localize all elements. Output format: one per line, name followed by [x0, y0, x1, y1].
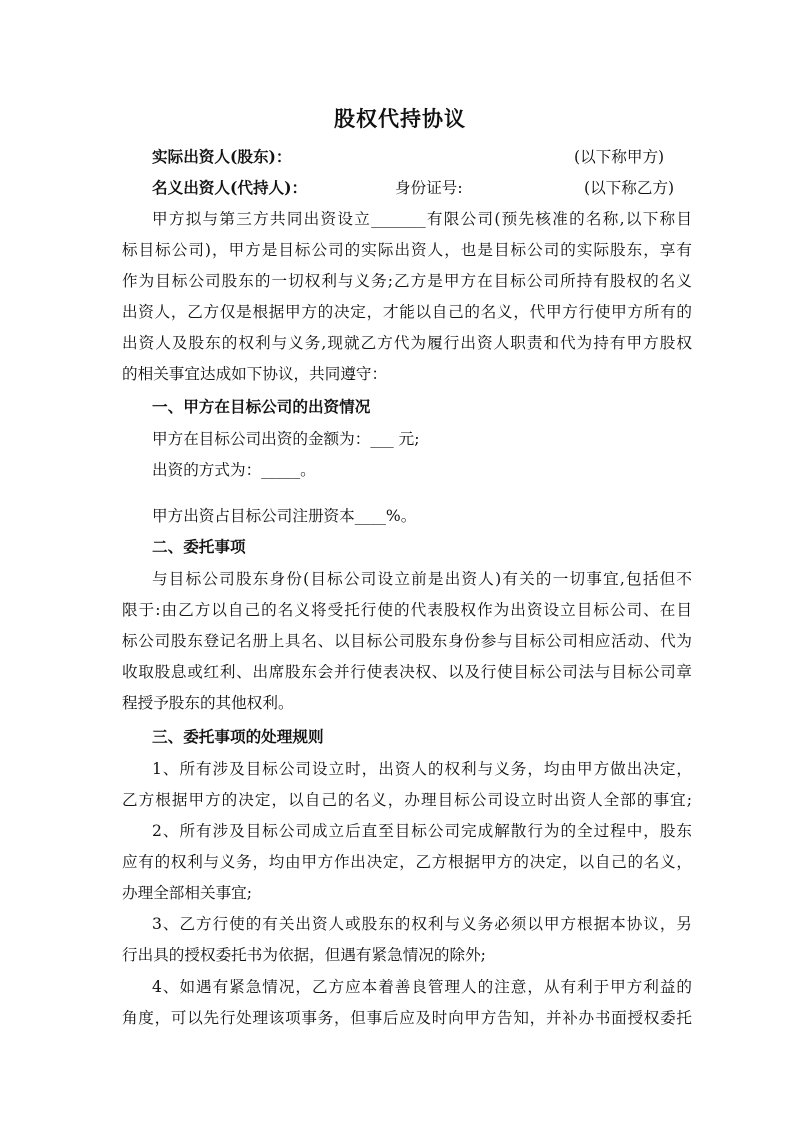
investment-amount-line: 甲方在目标公司出资的金额为：___ 元;: [152, 430, 420, 448]
actual-investor-label: 实际出资人(股东)：: [152, 147, 292, 166]
paragraph-line: 与目标公司股东身份(目标公司设立前是出资人)有关的一切事宜,包括但不: [152, 570, 692, 588]
preamble-line: 甲方拟与第三方共同出资设立_______有限公司(预先核准的名称,以下称目: [152, 210, 692, 228]
document-title: 股权代持协议: [334, 106, 466, 131]
rule-item-line: 乙方根据甲方的决定，以自己的名义，办理目标公司设立时出资人全部的事宜;: [122, 791, 692, 809]
section-heading: 二、委托事项: [152, 537, 246, 556]
nominal-investor-label: 名义出资人(代持人)：: [152, 178, 308, 197]
rule-item-line: 3、乙方行使的有关出资人或股东的权利与义务必须以甲方根据本协议，另: [152, 915, 692, 933]
rule-item-line: 角度，可以先行处理该项事务，但事后应及时向甲方告知，并补办书面授权委托: [122, 1009, 692, 1027]
preamble-line: 标目标公司)，甲方是目标公司的实际出资人，也是目标公司的实际股东，享有: [122, 241, 692, 259]
rule-item-line: 2、所有涉及目标公司成立后直至目标公司完成解散行为的全过程中，股东: [152, 822, 692, 840]
rule-item-line: 办理全部相关事宜;: [122, 884, 253, 902]
preamble-line: 出资人及股东的权利与义务,现就乙方代为履行出资人职责和代为持有甲方股权: [122, 334, 692, 352]
nominal-investor-note: (以下称乙方): [584, 179, 675, 197]
section-heading: 三、委托事项的处理规则: [152, 727, 324, 746]
capital-ratio-line: 甲方出资占目标公司注册资本____%。: [152, 507, 417, 525]
rule-item-line: 行出具的授权委托书为依据，但遇有紧急情况的除外;: [122, 946, 486, 964]
actual-investor-note: (以下称甲方): [574, 148, 665, 166]
rule-item-line: 应有的权利与义务，均由甲方作出决定，乙方根据甲方的决定，以自己的名义，: [122, 853, 692, 871]
id-number-label: 身份证号:: [395, 179, 463, 197]
investment-method-line: 出资的方式为：_____。: [152, 461, 316, 479]
paragraph-line: 程授予股东的其他权利。: [122, 694, 294, 712]
paragraph-line: 收取股息或红利、出席股东会并行使表决权、以及行使目标公司法与目标公司章: [122, 663, 692, 681]
preamble-line: 的相关事宜达成如下协议，共同遵守：: [122, 365, 388, 383]
preamble-line: 出资人，乙方仅是根据甲方的决定，才能以自己的名义，代甲方行使甲方所有的: [122, 303, 692, 321]
paragraph-line: 标公司股东登记名册上具名、以目标公司股东身份参与目标公司相应活动、代为: [122, 632, 692, 650]
preamble-line: 作为目标公司股东的一切权利与义务;乙方是甲方在目标公司所持有股权的名义: [122, 272, 692, 290]
paragraph-line: 限于:由乙方以自己的名义将受托行使的代表股权作为出资设立目标公司、在目: [122, 601, 692, 619]
section-heading: 一、甲方在目标公司的出资情况: [152, 397, 371, 416]
rule-item-line: 1、所有涉及目标公司设立时，出资人的权利与义务，均由甲方做出决定，: [152, 760, 692, 778]
rule-item-line: 4、如遇有紧急情况，乙方应本着善良管理人的注意，从有利于甲方利益的: [152, 978, 692, 996]
